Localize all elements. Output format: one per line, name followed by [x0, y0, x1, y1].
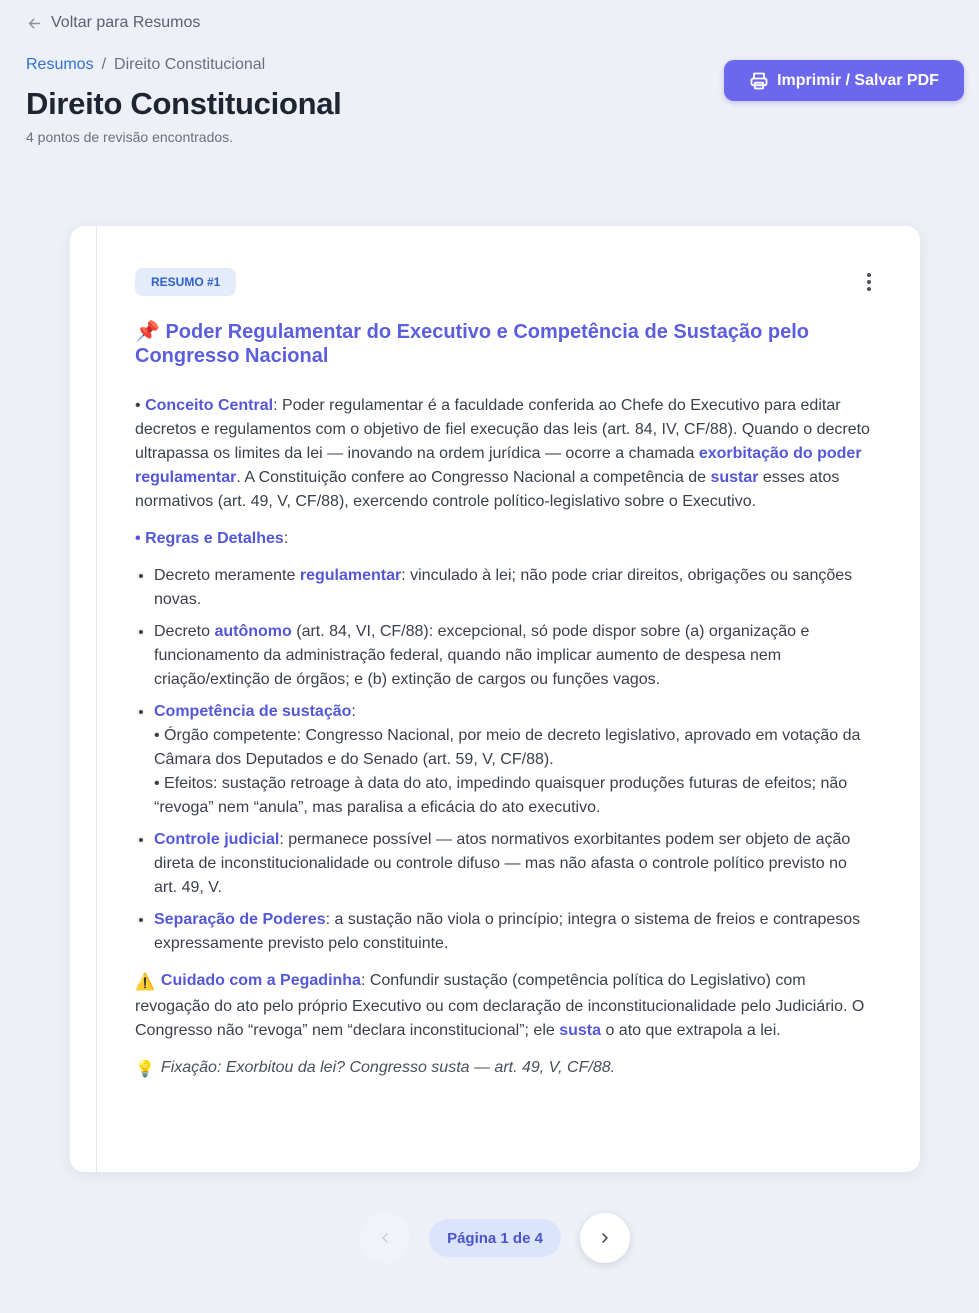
rules-list: [135, 564, 871, 956]
list-item: [154, 700, 871, 820]
concept-highlight-1: exorbitação do poder regulamentar: [135, 445, 862, 486]
rule-highlight: Competência de sustação: [154, 703, 352, 720]
print-pdf-label: Imprimir / Salvar PDF: [777, 71, 939, 89]
concept-text-1: : Poder regulamentar é a faculdade conferida ao Chefe do Executivo para editar decretos e regulamentos com o objetivo de fiel execução das leis (art. 84, IV, CF/88). Quando o decreto ultrapassa os limites da lei — inovando na ordem jurídica — ocorre a chamada: [135, 397, 870, 462]
concept-text-3: esses atos normativos (art. 49, V, CF/88), exercendo controle político-legislativo sobre o Executivo.: [135, 469, 840, 510]
summary-title: [135, 320, 871, 368]
printer-icon: [749, 71, 769, 91]
rule-text: :: [351, 703, 356, 720]
chevron-right-icon: [597, 1230, 613, 1246]
concept-highlight-2: sustar: [710, 469, 759, 486]
breadcrumb-root-link[interactable]: Resumos: [26, 56, 94, 73]
pushpin-icon: 📌: [135, 321, 160, 343]
list-item: [154, 620, 871, 692]
rule-highlight: autônomo: [214, 623, 292, 640]
concept-label: Conceito Central: [145, 397, 274, 414]
rule-subitem: • Órgão competente: Congresso Nacional, por meio de decreto legislativo, aprovado em votação da Câmara dos Deputados e do Senado (art. 59, V, CF/88).: [154, 727, 861, 768]
breadcrumb-separator: /: [101, 56, 107, 73]
page-indicator: Página 1 de 4: [429, 1219, 561, 1257]
rule-highlight: Controle judicial: [154, 831, 280, 848]
rule-text: : vinculado à lei; não pode criar direitos, obrigações ou sanções novas.: [154, 567, 853, 608]
arrow-left-icon: [26, 15, 43, 32]
list-item: [154, 564, 871, 612]
rule-text: : permanece possível — atos normativos exorbitantes podem ser objeto de ação direta de inconstitucionalidade ou controle difuso — mas não afasta o controle político previsto no art. 49, V.: [154, 831, 851, 896]
breadcrumb-current: Direito Constitucional: [114, 56, 266, 73]
rules-heading-bullet: •: [135, 530, 141, 547]
concept-paragraph: [135, 394, 871, 514]
print-pdf-button[interactable]: [724, 60, 964, 101]
rule-text: Decreto meramente: [154, 567, 300, 584]
rule-highlight: Separação de Poderes: [154, 911, 326, 928]
concept-bullet: •: [135, 397, 141, 414]
warning-text-2: o ato que extrapola a lei.: [601, 1022, 781, 1039]
chevron-left-icon: [377, 1230, 393, 1246]
rules-heading-label: Regras e Detalhes: [145, 530, 284, 547]
page-title: Direito Constitucional: [26, 86, 342, 121]
tip-paragraph: [135, 1056, 871, 1082]
warning-text-1: : Confundir sustação (competência política do Legislativo) com revogação do ato pelo próprio Executivo ou com declaração de inconstitucionalidade pelo Judiciário. O Congresso não “revoga” nem “declara inconstitucional”; ele: [135, 972, 865, 1039]
back-link-label: Voltar para Resumos: [51, 14, 201, 31]
summary-content: [135, 320, 871, 1082]
summary-badge: RESUMO #1: [135, 268, 236, 296]
rule-text: (art. 84, VI, CF/88): excepcional, só pode dispor sobre (a) organização e funcionamento da administração federal, quando não implicar aumento de despesa nem criação/extinção de órgãos; e (b) extinção de cargos ou funções vagos.: [154, 623, 810, 688]
warning-paragraph: [135, 969, 871, 1043]
summary-card: [70, 226, 920, 1172]
list-item: [154, 908, 871, 956]
warning-icon: ⚠️: [135, 974, 155, 991]
rule-text: Decreto: [154, 623, 215, 640]
rule-text: : a sustação não viola o princípio; integra o sistema de freios e contrapesos expressamente previsto pelo constituinte.: [154, 911, 861, 952]
rule-subitem: • Efeitos: sustação retroage à data do ato, impedindo quaisquer produções futuras de efeitos; não “revoga” nem “anula”, mas paralisa a eficácia do ato executivo.: [154, 775, 848, 816]
card-margin-line: [96, 226, 97, 1172]
lightbulb-icon: 💡: [135, 1061, 155, 1078]
breadcrumb: [26, 56, 265, 74]
warning-highlight: susta: [559, 1022, 602, 1039]
tip-text: Fixação: Exorbitou da lei? Congresso susta — art. 49, V, CF/88.: [160, 1059, 616, 1076]
concept-text-2: . A Constituição confere ao Congresso Nacional a competência de: [236, 469, 711, 486]
next-page-button[interactable]: [580, 1213, 630, 1263]
page-subtitle: 4 pontos de revisão encontrados.: [26, 129, 234, 145]
back-link[interactable]: [26, 14, 200, 32]
rules-heading: [135, 527, 871, 551]
more-vertical-icon: [866, 272, 872, 292]
previous-page-button[interactable]: [360, 1213, 410, 1263]
list-item: [154, 828, 871, 900]
rule-highlight: regulamentar: [299, 567, 402, 584]
rules-heading-colon: :: [283, 530, 289, 547]
more-options-button[interactable]: [856, 269, 882, 295]
warning-label: Cuidado com a Pegadinha: [160, 972, 361, 989]
summary-title-text: Poder Regulamentar do Executivo e Competência de Sustação pelo Congresso Nacional: [135, 321, 809, 367]
